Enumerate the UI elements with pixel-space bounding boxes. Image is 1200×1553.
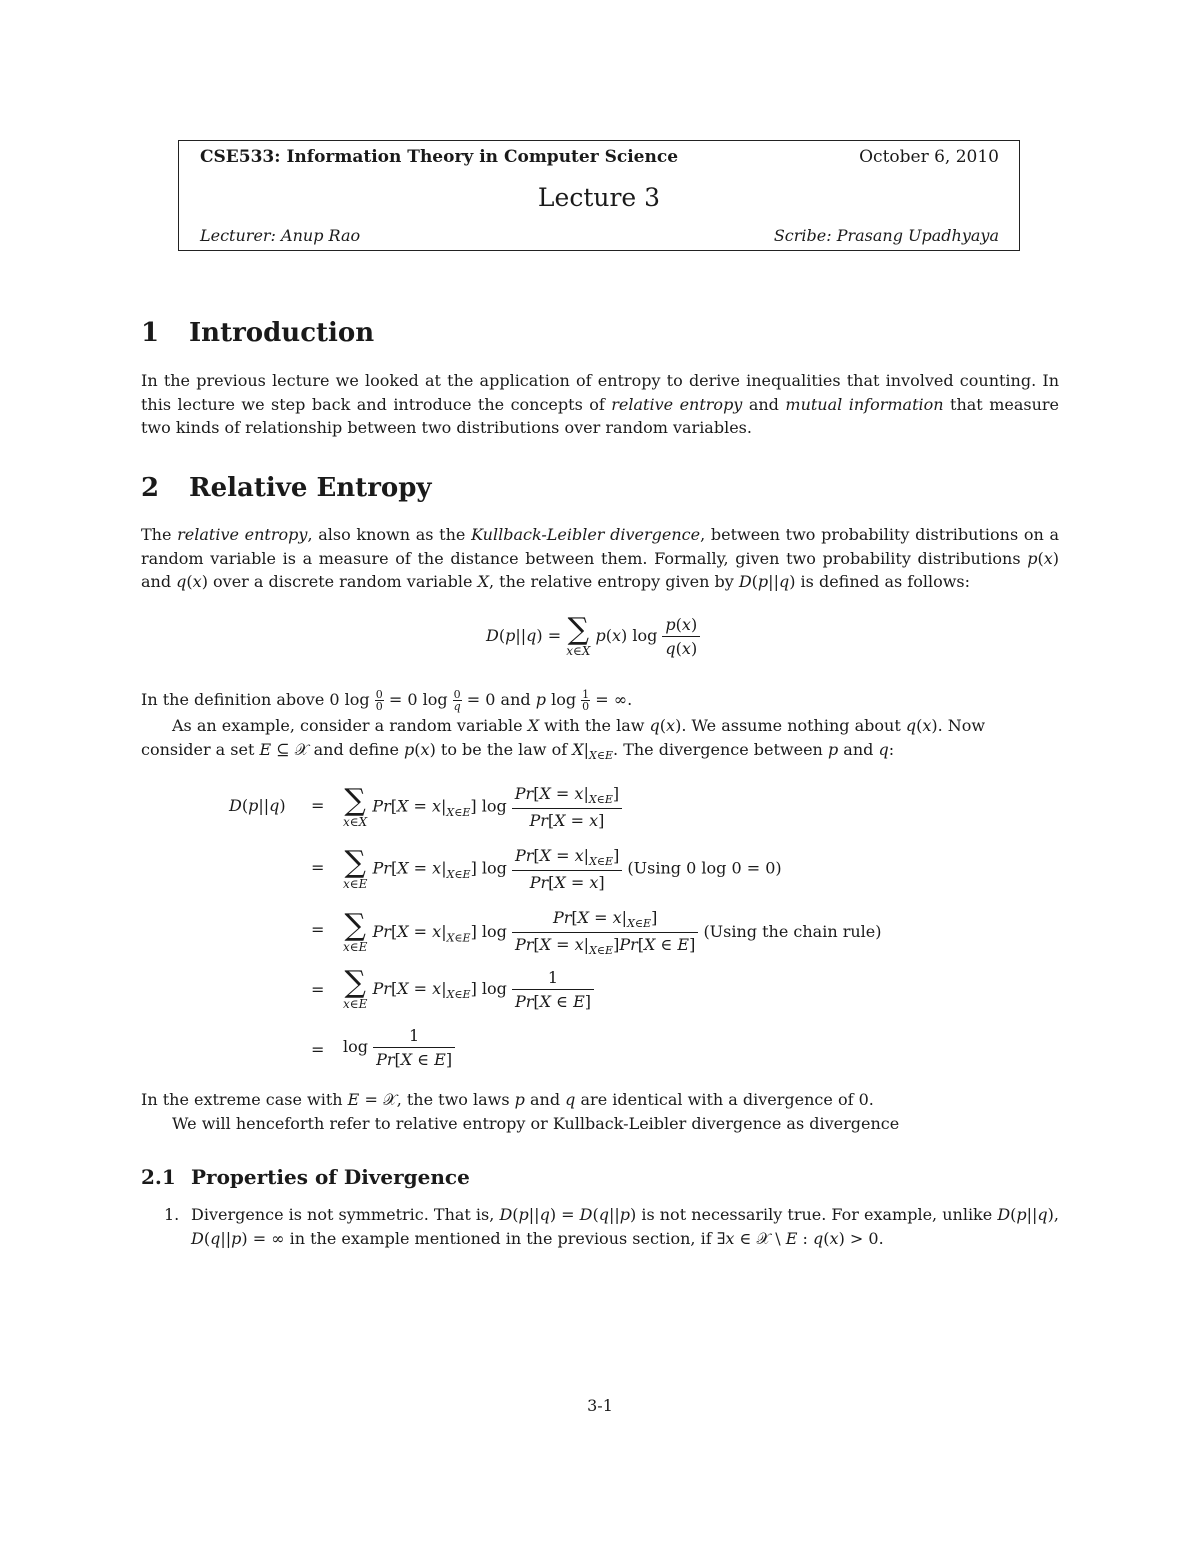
using-chain-rule-note: (Using the chain rule) — [703, 922, 882, 942]
intro-paragraph: In the previous lecture we looked at the application of entropy to derive inequalities that involved counting. In this lecture we step back and introduce the concepts of relative entropy and mutual information that measure two kinds of relationship between two distributions over random variables. — [141, 371, 1060, 437]
section-1-heading — [141, 318, 374, 348]
example-line-1: As an example, consider a random variable X with the law q(x). We assume nothing about q(x). Now — [172, 716, 986, 735]
lecture-header-box — [178, 140, 1020, 251]
section-2-heading — [141, 473, 432, 503]
definition-convention-line: In the definition above 0 log $\frac{0}{0}$ = 0 log $\frac{0}{q}$ = 0 and p log $\frac{1}{0}$ = ∞. — [141, 688, 633, 713]
list-item: Divergence is not symmetric. That is, D(p||q) = D(q||p) is not necessarily true. For example, unlike D(p||q), D(q||p) = ∞ in the example mentioned in the previous section, if ∃x ∈ 𝒳 \ E : q(x) > 0. — [191, 1205, 1059, 1248]
lecturer-name: Lecturer: Anup Rao — [200, 226, 361, 245]
section-number: 2 — [141, 473, 160, 503]
kl-definition-equation: D(p||q) = ∑ x∈X p(x) log $\frac{p(x)}{q(x)}$ — [486, 615, 700, 658]
section-number: 2.1 — [141, 1165, 176, 1189]
section-number: 1 — [141, 318, 160, 348]
example-line-2: consider a set E ⊆ 𝒳 and define p(x) to be the law of $X|_{X\in E}$. The divergence between p and q: — [141, 740, 895, 763]
relative-entropy-paragraph: The relative entropy, also known as the Kullback-Leibler divergence, between two probability distributions on a random variable is a measure of the distance between them. Formally, given two probability distributions p(x) and q(x) over a discrete random variable X, the relative entropy given by D(p||q) is defined as follows: — [141, 525, 1060, 591]
section-title: Relative Entropy — [189, 473, 432, 503]
lecture-title: Lecture 3 — [537, 183, 661, 212]
section-title: Properties of Divergence — [191, 1165, 470, 1189]
section-2-1-heading — [141, 1165, 470, 1189]
page-number: 3-1 — [587, 1396, 613, 1415]
henceforth-line: We will henceforth refer to relative entropy or Kullback-Leibler divergence as divergence — [172, 1114, 900, 1133]
using-zero-log-zero-note: (Using 0 log 0 = 0) — [627, 858, 782, 878]
course-title: CSE533: Information Theory in Computer Science — [200, 147, 679, 167]
extreme-case-line: In the extreme case with E = 𝒳, the two laws p and q are identical with a divergence of 0. — [141, 1090, 874, 1109]
section-title: Introduction — [189, 318, 375, 348]
scribe-name: Scribe: Prasang Upadhyaya — [773, 226, 999, 245]
lecture-date: October 6, 2010 — [859, 147, 999, 167]
list-item-number: 1. — [164, 1205, 180, 1224]
